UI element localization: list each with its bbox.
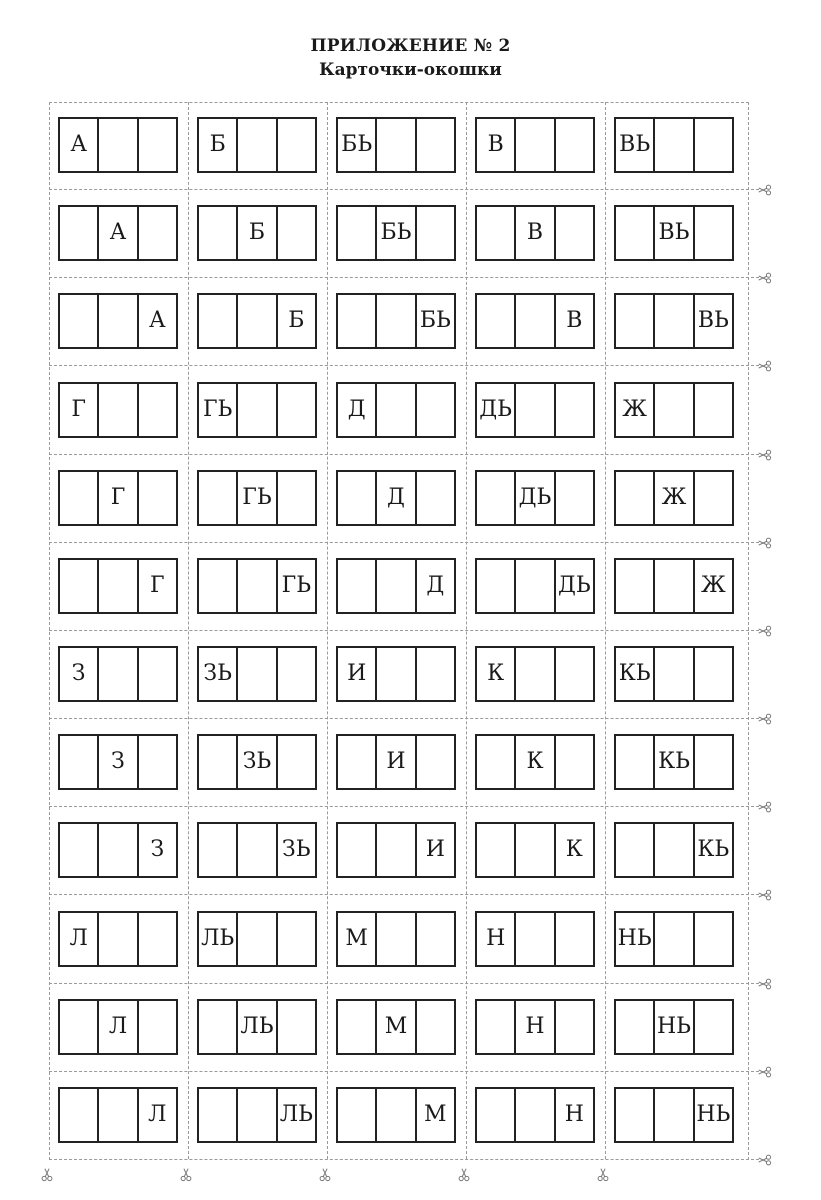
card-empty-window [99,119,138,171]
card-empty-window [99,913,138,965]
window-card [197,382,317,438]
card-empty-window [338,824,377,876]
cut-line-horizontal [49,454,759,455]
scissors-icon [755,1152,775,1166]
card-letter: НЬ [655,1001,694,1053]
card-letter: В [516,207,555,259]
card-letter: ДЬ [557,573,591,598]
card-empty-window [278,384,315,436]
cut-line-horizontal [49,806,759,807]
card-empty-window [338,472,377,524]
window-card [336,205,456,261]
cut-line-horizontal [49,630,759,631]
card-letter: М [424,1102,447,1127]
card-empty-window [655,384,694,436]
card-empty-window [278,1001,315,1053]
card-letter: А [99,207,138,259]
card-letter: ЗЬ [282,837,311,862]
scissors-icon [755,182,775,196]
window-card [336,911,456,967]
window-card [197,470,317,526]
card-empty-window [278,119,315,171]
scissors-icon [318,1165,332,1185]
scissors-icon [40,1165,54,1185]
window-card [614,999,734,1055]
scissors-icon [755,270,775,284]
card-empty-window [695,1001,732,1053]
card-empty-window [199,295,238,347]
card-empty-window [278,736,315,788]
card-empty-window [338,1089,377,1141]
cut-line-horizontal [49,365,759,366]
window-card [197,999,317,1055]
card-empty-window [338,736,377,788]
card-empty-window [417,736,454,788]
card-empty-window [516,560,555,612]
card-empty-window [477,824,516,876]
card-letter: К [477,648,516,700]
card-letter: Н [564,1102,584,1127]
card-empty-window [695,736,732,788]
card-empty-window [417,913,454,965]
window-card [58,293,178,349]
card-letter: З [60,648,99,700]
card-empty-window [616,207,655,259]
cut-line-vertical [466,102,467,1159]
card-empty-window [238,1089,277,1141]
window-card [58,558,178,614]
card-letter: Л [60,913,99,965]
scissors-icon [179,1165,193,1185]
card-empty-window [556,913,593,965]
window-card [475,293,595,349]
card-letter: Н [516,1001,555,1053]
scissors-icon [457,1165,471,1185]
card-empty-window [99,384,138,436]
card-empty-window [60,1089,99,1141]
card-letter: М [377,1001,416,1053]
card-empty-window [516,824,555,876]
card-empty-window [99,648,138,700]
card-empty-window [199,1001,238,1053]
window-card [197,911,317,967]
card-empty-window [417,648,454,700]
card-empty-window [60,295,99,347]
page-title: ПРИЛОЖЕНИЕ № 2 [310,36,511,56]
window-card [475,911,595,967]
card-empty-window [477,472,516,524]
window-card [336,293,456,349]
card-letter: А [148,308,166,333]
window-card [197,558,317,614]
card-letter: З [150,837,165,862]
card-letter: Г [150,573,165,598]
card-empty-window [199,736,238,788]
card-empty-window [238,913,277,965]
card-empty-window [616,472,655,524]
card-empty-window [655,295,694,347]
window-card [336,382,456,438]
card-letter: И [338,648,377,700]
card-letter: Ж [616,384,655,436]
card-letter: М [338,913,377,965]
card-letter: Д [377,472,416,524]
card-empty-window [616,295,655,347]
card-letter: ЛЬ [199,913,238,965]
card-letter: Б [238,207,277,259]
card-empty-window [477,560,516,612]
card-empty-window [655,648,694,700]
card-letter: КЬ [616,648,655,700]
window-card [614,117,734,173]
window-card [336,1087,456,1143]
card-letter: НЬ [696,1102,731,1127]
card-empty-window [695,384,732,436]
window-card [336,646,456,702]
scissors-icon [755,447,775,461]
cut-line-vertical [188,102,189,1159]
card-empty-window [616,1089,655,1141]
card-letter: И [425,837,445,862]
card-letter: КЬ [697,837,730,862]
card-empty-window [377,119,416,171]
card-letter: З [99,736,138,788]
cut-line-horizontal [49,189,759,190]
scissors-icon [755,358,775,372]
card-letter: К [516,736,555,788]
window-card [475,646,595,702]
card-empty-window [556,648,593,700]
window-card [336,822,456,878]
card-letter: В [477,119,516,171]
card-empty-window [477,1001,516,1053]
card-empty-window [655,560,694,612]
window-card [475,734,595,790]
window-card [336,470,456,526]
card-letter: БЬ [338,119,377,171]
card-empty-window [655,1089,694,1141]
card-letter: Д [338,384,377,436]
card-empty-window [60,736,99,788]
card-empty-window [695,648,732,700]
card-empty-window [199,472,238,524]
window-card [475,470,595,526]
window-card [475,822,595,878]
window-card [614,822,734,878]
window-card [197,822,317,878]
card-empty-window [139,913,176,965]
window-card [197,734,317,790]
scissors-icon [596,1165,610,1185]
card-letter: ВЬ [616,119,655,171]
card-letter: ЛЬ [279,1102,313,1127]
window-card [614,470,734,526]
card-empty-window [238,295,277,347]
card-empty-window [417,119,454,171]
card-empty-window [655,824,694,876]
window-card [336,999,456,1055]
card-empty-window [695,472,732,524]
card-empty-window [139,648,176,700]
card-letter: Ж [655,472,694,524]
card-empty-window [278,472,315,524]
scissors-icon [755,1064,775,1078]
card-empty-window [616,736,655,788]
card-letter: Б [288,308,305,333]
card-empty-window [417,207,454,259]
window-card [336,558,456,614]
card-letter: НЬ [616,913,655,965]
card-letter: Н [477,913,516,965]
window-card [614,911,734,967]
card-empty-window [139,119,176,171]
card-empty-window [556,736,593,788]
card-letter: Ж [700,573,726,598]
card-empty-window [139,207,176,259]
card-empty-window [556,119,593,171]
card-empty-window [695,207,732,259]
card-empty-window [616,824,655,876]
card-empty-window [278,207,315,259]
card-empty-window [516,119,555,171]
cut-line-horizontal [49,718,759,719]
card-empty-window [477,295,516,347]
card-empty-window [238,560,277,612]
card-letter: В [566,308,583,333]
window-card [614,293,734,349]
card-empty-window [417,384,454,436]
card-empty-window [60,472,99,524]
scissors-icon [755,887,775,901]
window-card [58,822,178,878]
scissors-icon [755,711,775,725]
card-letter: КЬ [655,736,694,788]
card-empty-window [199,207,238,259]
card-empty-window [338,1001,377,1053]
card-empty-window [338,560,377,612]
card-empty-window [199,560,238,612]
window-card [614,558,734,614]
card-empty-window [516,1089,555,1141]
window-card [197,117,317,173]
card-empty-window [238,824,277,876]
card-empty-window [238,648,277,700]
card-letter: Д [426,573,445,598]
card-empty-window [99,824,138,876]
scissors-icon [755,799,775,813]
card-empty-window [477,736,516,788]
card-letter: БЬ [419,308,451,333]
card-empty-window [199,824,238,876]
card-letter: Л [99,1001,138,1053]
window-card [475,999,595,1055]
cut-line-horizontal [49,1159,759,1160]
window-card [614,1087,734,1143]
cut-line-horizontal [49,1071,759,1072]
card-empty-window [556,1001,593,1053]
card-empty-window [60,1001,99,1053]
window-card [614,734,734,790]
card-letter: ВЬ [655,207,694,259]
window-card [336,734,456,790]
card-empty-window [99,1089,138,1141]
card-empty-window [377,824,416,876]
scissors-icon [755,535,775,549]
window-card [58,1087,178,1143]
window-card [614,646,734,702]
cut-line-horizontal [49,542,759,543]
card-letter: И [377,736,416,788]
window-card [58,911,178,967]
card-empty-window [377,913,416,965]
window-card [58,205,178,261]
window-card [197,646,317,702]
card-empty-window [477,1089,516,1141]
window-card [614,205,734,261]
card-letter: БЬ [377,207,416,259]
card-empty-window [556,207,593,259]
card-letter: Л [148,1102,167,1127]
page-subtitle: Карточки-окошки [319,60,502,80]
card-empty-window [278,648,315,700]
card-empty-window [338,295,377,347]
window-card [58,999,178,1055]
window-card [197,293,317,349]
window-card [475,558,595,614]
card-empty-window [616,1001,655,1053]
window-card [475,382,595,438]
card-empty-window [516,384,555,436]
card-empty-window [139,736,176,788]
cut-line-horizontal [49,277,759,278]
card-empty-window [60,560,99,612]
card-letter: Б [199,119,238,171]
card-empty-window [278,913,315,965]
card-empty-window [516,295,555,347]
card-letter: ЗЬ [238,736,277,788]
card-letter: ДЬ [516,472,555,524]
card-empty-window [655,119,694,171]
card-empty-window [377,384,416,436]
card-empty-window [556,384,593,436]
card-empty-window [377,560,416,612]
window-card [58,470,178,526]
card-empty-window [99,560,138,612]
card-empty-window [695,119,732,171]
card-empty-window [516,648,555,700]
card-empty-window [695,913,732,965]
cut-line-vertical [605,102,606,1159]
window-card [475,205,595,261]
card-letter: Г [99,472,138,524]
card-empty-window [655,913,694,965]
window-card [58,382,178,438]
card-empty-window [60,824,99,876]
card-letter: ВЬ [697,308,729,333]
card-empty-window [516,913,555,965]
cut-line-horizontal [49,894,759,895]
window-card [58,117,178,173]
card-empty-window [616,560,655,612]
card-empty-window [139,384,176,436]
card-empty-window [377,1089,416,1141]
card-letter: А [60,119,99,171]
scissors-icon [755,976,775,990]
card-letter: ЛЬ [238,1001,277,1053]
window-card [197,205,317,261]
scissors-icon [755,623,775,637]
card-empty-window [139,472,176,524]
card-letter: Г [60,384,99,436]
card-letter: ГЬ [238,472,277,524]
card-empty-window [556,472,593,524]
card-empty-window [417,472,454,524]
window-card [58,734,178,790]
card-empty-window [238,384,277,436]
card-empty-window [139,1001,176,1053]
window-card [58,646,178,702]
card-letter: ЗЬ [199,648,238,700]
card-empty-window [377,295,416,347]
window-card [614,382,734,438]
card-empty-window [477,207,516,259]
cut-line-horizontal [49,983,759,984]
card-empty-window [99,295,138,347]
card-empty-window [377,648,416,700]
window-card [475,117,595,173]
cut-line-vertical [327,102,328,1159]
card-empty-window [199,1089,238,1141]
card-empty-window [60,207,99,259]
card-empty-window [417,1001,454,1053]
card-empty-window [338,207,377,259]
window-card [336,117,456,173]
window-card [197,1087,317,1143]
card-letter: К [565,837,583,862]
card-letter: ДЬ [477,384,516,436]
window-card [475,1087,595,1143]
card-letter: ГЬ [281,573,312,598]
card-letter: ГЬ [199,384,238,436]
card-empty-window [238,119,277,171]
